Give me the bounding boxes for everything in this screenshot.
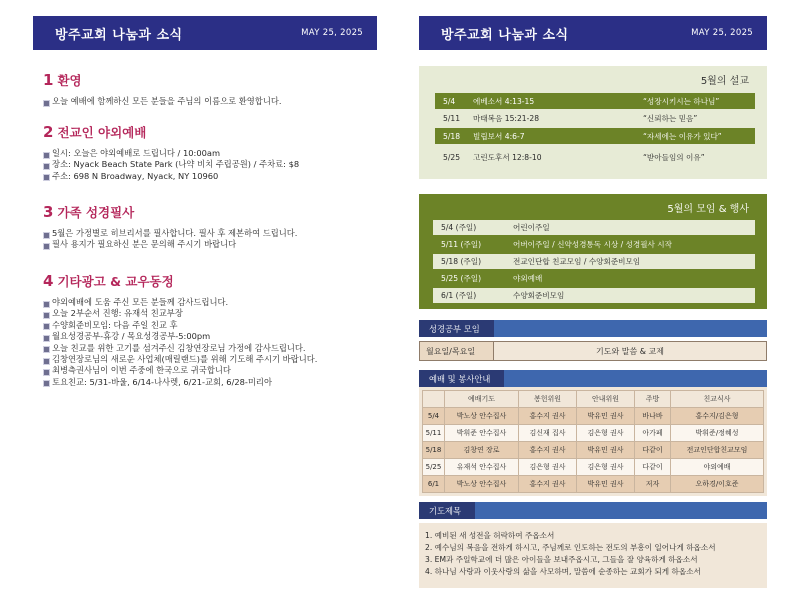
table-row (423, 476, 764, 493)
event-name: 어버이주일 / 신약성경통독 시상 / 성경필사 시작 (513, 240, 672, 249)
table-cell: 박휘준/정혜성 (671, 425, 764, 442)
event-date: 5/4 (주일) (441, 223, 477, 232)
sermon-name: “자세에는 이유가 있다” (643, 131, 722, 141)
prayer-item: 3. EM과 주일학교에 더 많은 아이들을 보내주옵시고, 그들을 잘 양육하게 하옵소서 (425, 555, 698, 564)
sermon-date: 5/18 (443, 131, 461, 141)
event-row (433, 254, 755, 269)
table-cell: 야외예배 (671, 459, 764, 476)
table-cell: 박휘준 안수집사 (445, 425, 519, 442)
bulletin-date: MAY 25, 2025 (691, 28, 753, 38)
table-cell: 바나바 (635, 408, 671, 425)
section-outdoor-service (43, 123, 363, 182)
section-title-text: 가족 성경필사 (57, 205, 135, 220)
table-cell: 5/4 (423, 408, 445, 425)
sermon-date: 5/4 (443, 96, 456, 106)
section-title-text: 환영 (57, 73, 82, 88)
event-date: 5/11 (주일) (441, 240, 482, 249)
event-row (433, 237, 755, 252)
event-row (433, 288, 755, 303)
list-item: 야외예배에 도움 주신 모든 분들께 감사드립니다. (43, 297, 363, 308)
section-title (43, 123, 363, 141)
table-cell: 박노상 안수집사 (445, 408, 519, 425)
table-cell: 오하경/이호준 (671, 476, 764, 493)
table-cell: 박유민 권사 (577, 408, 635, 425)
prayer-list (419, 523, 767, 588)
study-row (419, 341, 767, 361)
table-row (423, 425, 764, 442)
table-cell: 전교인단합친교모임 (671, 442, 764, 459)
section-number: 1 (43, 71, 54, 89)
event-row (433, 220, 755, 235)
list-item: 주소: 698 N Broadway, Nyack, NY 10960 (43, 171, 363, 182)
table-cell: 다같이 (635, 442, 671, 459)
sermon-row (435, 93, 755, 109)
table-cell: 홍수지/김은형 (671, 408, 764, 425)
section-welcome (43, 71, 363, 107)
sermon-scripture: 에베소서 4:13-15 (473, 96, 535, 106)
sermon-row (435, 110, 755, 126)
table-header-row (423, 391, 764, 408)
sermon-scripture: 빌립보서 4:6-7 (473, 131, 525, 141)
table-cell: 아가페 (635, 425, 671, 442)
column-header: 주방 (635, 391, 671, 408)
table-row (423, 459, 764, 476)
table-cell: 홍수지 권사 (519, 442, 577, 459)
section-title (43, 203, 363, 221)
table-cell: 김은형 권사 (577, 425, 635, 442)
list-item: 오늘 2부순서 진행: 유재석 친교부장 (43, 308, 363, 319)
column-header: 예배기도 (445, 391, 519, 408)
list-item: 오늘 예배에 함께하신 모든 분들을 주님의 이름으로 환영합니다. (43, 96, 363, 107)
list-item: 일시: 오늘은 야외예배로 드립니다 / 10:00am (43, 148, 363, 159)
sermon-date: 5/11 (443, 113, 461, 123)
section-title (43, 272, 363, 290)
table-cell: 5/25 (423, 459, 445, 476)
study-header-bar (419, 320, 767, 337)
sermon-name: “성장시키시는 하나님” (643, 96, 720, 106)
list-item: 월요성경공부-휴강 / 목요성경공부-5:00pm (43, 331, 363, 342)
section-title (43, 71, 363, 89)
table-row (423, 442, 764, 459)
table-cell: 다같이 (635, 459, 671, 476)
section-title-text: 전교인 야외예배 (57, 125, 147, 140)
sermon-row (435, 149, 755, 165)
event-date: 5/18 (주일) (441, 257, 482, 266)
prayer-item: 4. 하나님 사랑과 이웃사랑의 삶을 사모하며, 말씀에 순종하는 교회가 되게 하옵소서 (425, 567, 701, 576)
sermon-scripture: 고린도후서 12:8-10 (473, 152, 542, 162)
left-header (33, 16, 377, 50)
prayer-item: 2. 예수님의 복음을 전하게 하시고, 주님께로 인도하는 전도의 부흥이 일어나게 하옵소서 (425, 543, 716, 552)
study-title: 성경공부 모임 (419, 320, 494, 337)
list-item: 수양회준비모임: 다음 주일 친교 후 (43, 320, 363, 331)
table-cell: 김신재 집사 (519, 425, 577, 442)
table-cell: 홍수지 권사 (519, 408, 577, 425)
table-cell: 유재석 안수집사 (445, 459, 519, 476)
table-cell: 김은형 권사 (519, 459, 577, 476)
table-cell: 6/1 (423, 476, 445, 493)
service-header-bar (419, 370, 767, 387)
prayer-title: 기도제목 (419, 502, 475, 519)
table-cell: 5/11 (423, 425, 445, 442)
sermon-row (435, 128, 755, 144)
table-cell: 5/18 (423, 442, 445, 459)
event-name: 어린이주일 (513, 223, 550, 232)
events-title: 5월의 모임 & 행사 (667, 204, 749, 215)
table-cell: 박노상 안수집사 (445, 476, 519, 493)
sermon-name: “받아들임의 이유” (643, 152, 705, 162)
section-number: 3 (43, 203, 54, 221)
table-cell: 김창연 장로 (445, 442, 519, 459)
list-item: 장소: Nyack Beach State Park (나약 비치 주립공원) / 주차료: $8 (43, 159, 363, 170)
section-bible-copy (43, 203, 363, 251)
service-table (422, 390, 764, 493)
study-day: 월요일/목요일 (420, 342, 494, 360)
event-name: 전교인단합 친교모임 / 수양회준비모임 (513, 257, 641, 266)
list-item: 필사 용지가 필요하신 분은 문의해 주시기 바랍니다 (43, 239, 363, 250)
column-header: 봉헌위원 (519, 391, 577, 408)
service-title: 예배 및 봉사안내 (419, 370, 504, 387)
list-item: 최병측권사님이 이번 주중에 한국으로 귀국합니다 (43, 365, 363, 376)
table-row (423, 408, 764, 425)
table-cell: 박유민 권사 (577, 442, 635, 459)
prayer-item: 1. 예비된 새 성전을 허락하여 주옵소서 (425, 531, 555, 540)
list-item: 토요친교: 5/31-바울, 6/14-나사렛, 6/21-교회, 6/28-미리아 (43, 377, 363, 388)
table-cell: 저자 (635, 476, 671, 493)
study-desc: 기도와 말씀 & 교제 (596, 346, 664, 356)
event-row (433, 271, 755, 286)
right-header (419, 16, 767, 50)
column-header: 친교식사 (671, 391, 764, 408)
events-schedule (419, 194, 767, 309)
table-cell: 김은형 권사 (577, 459, 635, 476)
sermon-title: 5월의 설교 (700, 76, 749, 87)
service-table-panel (419, 387, 767, 496)
bulletin-title: 방주교회 나눔과 소식 (55, 27, 183, 43)
section-number: 2 (43, 123, 54, 141)
table-cell: 홍수지 권사 (519, 476, 577, 493)
sermon-scripture: 마태복음 15:21-28 (473, 113, 540, 123)
section-announcements (43, 272, 363, 388)
column-header: 안내위원 (577, 391, 635, 408)
list-item: 5월은 가정별로 히브리서를 필사합니다. 필사 후 제본하여 드립니다. (43, 228, 363, 239)
list-item: 김창연장로님의 새로운 사업체(매릴랜드)를 위해 기도해 주시기 바랍니다. (43, 354, 363, 365)
column-header (423, 391, 445, 408)
event-date: 5/25 (주일) (441, 274, 482, 283)
list-item: 오늘 친교를 위한 고기를 섬겨주신 김창연장로님 가정에 감사드립니다. (43, 343, 363, 354)
table-cell: 박유민 권사 (577, 476, 635, 493)
sermon-schedule (419, 66, 767, 179)
bulletin-date: MAY 25, 2025 (301, 28, 363, 38)
event-name: 야외예배 (513, 274, 543, 283)
section-title-text: 기타광고 & 교우동정 (57, 274, 174, 289)
sermon-date: 5/25 (443, 152, 461, 162)
section-number: 4 (43, 272, 54, 290)
event-date: 6/1 (주일) (441, 291, 477, 300)
sermon-name: “신뢰하는 믿음” (643, 113, 698, 123)
prayer-header-bar (419, 502, 767, 519)
event-name: 수양회준비모임 (513, 291, 565, 300)
bulletin-title: 방주교회 나눔과 소식 (441, 27, 569, 43)
